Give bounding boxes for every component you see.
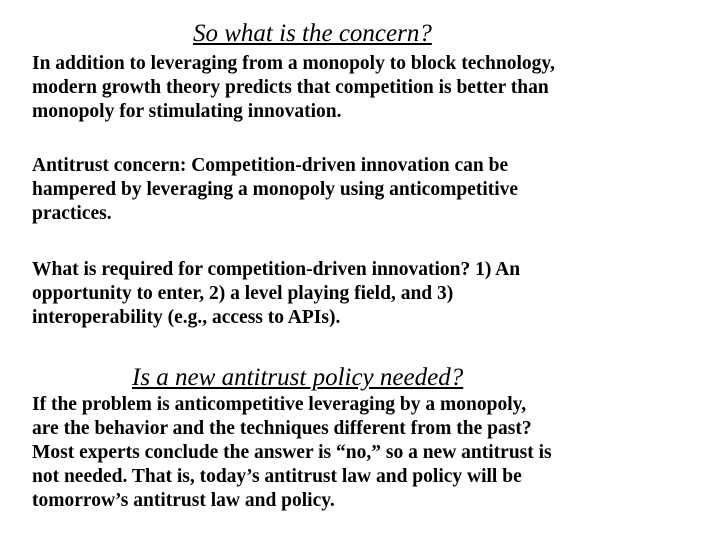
paragraph-line: If the problem is anticompetitive leveraging by a monopoly, xyxy=(32,394,527,415)
paragraph-line: interoperability (e.g., access to APIs). xyxy=(32,307,341,328)
paragraph-line: opportunity to enter, 2) a level playing field, and 3) xyxy=(32,283,454,304)
paragraph-line: In addition to leveraging from a monopoly to block technology, xyxy=(32,53,555,74)
section-heading-new-policy: Is a new antitrust policy needed? xyxy=(132,364,464,391)
paragraph-line: tomorrow’s antitrust law and policy. xyxy=(32,490,335,511)
paragraph-requirements xyxy=(32,258,692,330)
paragraph-growth-theory xyxy=(32,52,692,124)
paragraph-line: hampered by leveraging a monopoly using anticompetitive xyxy=(32,179,519,200)
paragraph-line: What is required for competition-driven innovation? 1) An xyxy=(32,259,521,280)
paragraph-line: Most experts conclude the answer is “no,” so a new antitrust is xyxy=(32,442,552,463)
paragraph-line: monopoly for stimulating innovation. xyxy=(32,101,342,122)
paragraph-line: Antitrust concern: Competition-driven innovation can be xyxy=(32,155,509,176)
section-heading-concern: So what is the concern? xyxy=(193,20,432,47)
paragraph-conclusion xyxy=(32,393,692,513)
paragraph-line: modern growth theory predicts that competition is better than xyxy=(32,77,549,98)
paragraph-line: not needed. That is, today’s antitrust law and policy will be xyxy=(32,466,522,487)
paragraph-antitrust-concern xyxy=(32,154,692,226)
paragraph-line: practices. xyxy=(32,203,112,224)
paragraph-line: are the behavior and the techniques different from the past? xyxy=(32,418,532,439)
